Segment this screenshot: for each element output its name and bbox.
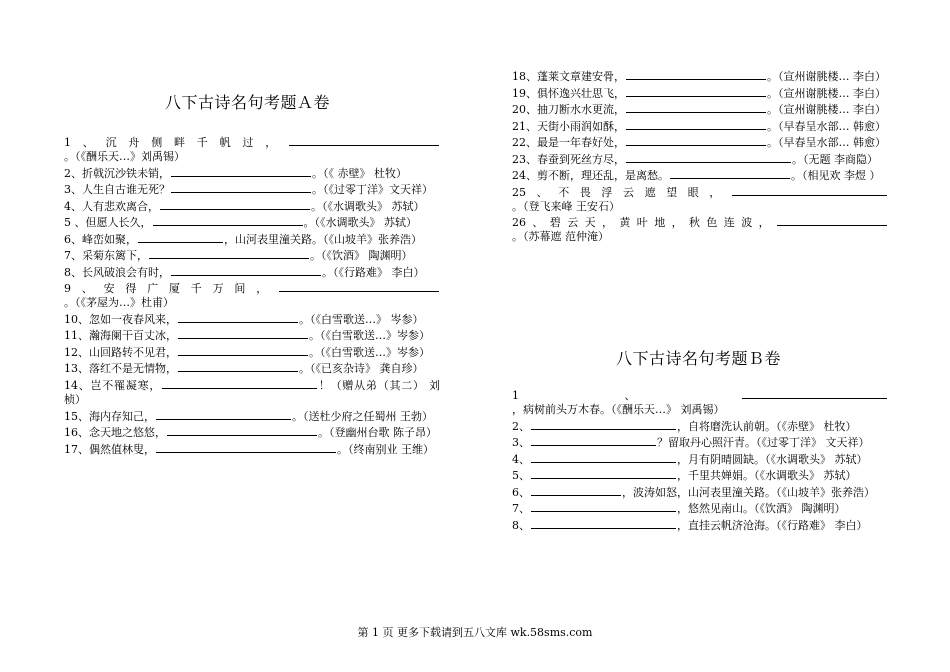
question-source: 。（终南别业 王维）: [337, 442, 434, 456]
answer-blank[interactable]: [626, 87, 766, 97]
question-source: 。（宣州谢朓楼… 李白）: [767, 86, 886, 100]
paper-a-questions: [64, 136, 440, 459]
question-source: ，自将磨洗认前朝。（《赤壁》 杜牧）: [677, 419, 857, 433]
question-source: ？留取丹心照汗青。（《过零丁洋》 文天祥）: [657, 436, 870, 450]
paper-a-title: 八下古诗名句考题Ａ卷: [165, 93, 331, 112]
question-item: [512, 436, 888, 450]
paper-b-title: 八下古诗名句考题Ｂ卷: [616, 349, 782, 368]
question-item: [512, 216, 888, 244]
question-prompt: 20、抽刀断水水更流，: [512, 103, 625, 116]
answer-blank[interactable]: [531, 502, 676, 512]
answer-blank[interactable]: [279, 282, 439, 292]
question-item: [512, 420, 888, 434]
question-source: 。（无题 李商隐）: [792, 152, 878, 166]
page-footer: 第 1 页 更多下载请到五八文库 wk.58sms.com: [357, 626, 593, 639]
question-source: 。（《酬乐天…》刘禹锡）: [64, 150, 185, 164]
answer-blank[interactable]: [531, 436, 656, 446]
question-item: [512, 169, 888, 183]
question-item: [64, 443, 440, 457]
question-prompt: 8、长风破浪会有时，: [64, 265, 170, 279]
question-prompt: 9、安得广厦千万间，: [64, 282, 278, 296]
question-item: [64, 426, 440, 440]
question-prompt: 14、岂不罹凝寒，: [64, 378, 162, 392]
question-prompt: 16、念天地之悠悠，: [64, 426, 166, 440]
answer-blank[interactable]: [167, 426, 317, 436]
answer-blank[interactable]: [531, 486, 621, 496]
question-prompt: 13、落红不是无情物，: [64, 362, 177, 376]
question-item: [64, 183, 440, 197]
question-prompt: 21、天街小雨润如酥，: [512, 119, 625, 133]
question-source: 。（相见欢 李煜 ）: [791, 169, 881, 182]
answer-blank[interactable]: [160, 200, 310, 210]
question-item: [64, 266, 440, 280]
question-prompt: 5、: [512, 469, 530, 483]
question-source: 。（《白雪歌送…》 岑参）: [299, 312, 424, 326]
answer-blank[interactable]: [670, 169, 790, 179]
question-item: [64, 346, 440, 360]
question-prompt: 1、沉舟侧畔千帆过，: [64, 136, 288, 149]
question-item: [64, 410, 440, 424]
question-item: [64, 282, 440, 310]
paper-b-questions: [512, 389, 888, 535]
question-source: ，千里共婵娟。（《水调歌头》 苏轼）: [677, 469, 857, 483]
question-prompt: 19、俱怀逸兴壮思飞，: [512, 86, 625, 100]
question-prompt: 6、峰峦如聚，: [64, 232, 137, 246]
question-source: 。（宣州谢朓楼… 李白）: [767, 103, 886, 116]
answer-blank[interactable]: [626, 70, 766, 80]
question-source: 。（《水调歌头》 苏轼）: [311, 199, 425, 213]
question-prompt: 3、: [512, 436, 530, 450]
answer-blank[interactable]: [732, 186, 887, 196]
answer-blank[interactable]: [178, 346, 308, 356]
question-source: ！（赠从弟（其二） 刘桢）: [64, 378, 440, 407]
question-prompt: 25、不畏浮云遮望眼，: [512, 185, 731, 199]
question-item: [64, 362, 440, 376]
question-prompt: 23、春蚕到死丝方尽，: [512, 152, 625, 166]
question-prompt: 7、: [512, 502, 530, 516]
question-prompt: 15、海内存知己，: [64, 409, 155, 423]
answer-blank[interactable]: [153, 216, 303, 226]
question-item: [64, 167, 440, 181]
question-prompt: 17、偶然值林叟，: [64, 442, 155, 456]
question-source: 。（《饮酒》 陶渊明）: [310, 249, 413, 263]
question-source: 。（苏幕遮 范仲淹）: [512, 230, 609, 244]
question-prompt: 3、人生自古谁无死？: [64, 183, 170, 197]
answer-blank[interactable]: [138, 233, 223, 243]
question-item: [64, 249, 440, 263]
question-item: [64, 200, 440, 214]
question-item: [64, 379, 440, 407]
question-source: ，波涛如怒，山河表里潼关路。（《山坡羊》张养浩）: [622, 485, 875, 499]
answer-blank[interactable]: [171, 167, 311, 177]
question-item: [512, 389, 888, 417]
answer-blank[interactable]: [289, 136, 439, 146]
question-source: 。（早春呈水部… 韩愈）: [767, 136, 886, 149]
question-prompt: 11、瀚海阑干百丈冰，: [64, 329, 177, 343]
question-item: [64, 136, 440, 164]
answer-blank[interactable]: [777, 216, 887, 226]
question-item: [512, 120, 888, 134]
answer-blank[interactable]: [171, 183, 311, 193]
answer-blank[interactable]: [626, 103, 766, 113]
question-source: ，直挂云帆济沧海。（《行路难》 李白）: [677, 518, 868, 532]
question-source: 。（《白雪歌送…》岑参）: [309, 329, 430, 343]
answer-blank[interactable]: [162, 379, 317, 389]
question-item: [64, 216, 440, 230]
question-prompt: 1、: [512, 389, 741, 402]
question-prompt: 4、人有悲欢离合，: [64, 199, 159, 213]
answer-blank[interactable]: [742, 389, 887, 399]
question-source: 。（登飞来峰 王安石）: [512, 199, 620, 213]
question-item: [64, 329, 440, 343]
question-prompt: 6、: [512, 485, 530, 499]
answer-blank[interactable]: [531, 469, 676, 479]
question-prompt: 12、山回路转不见君，: [64, 345, 177, 359]
paper-a-questions-continued: [512, 70, 888, 247]
question-source: ，病树前头万木春。（《酬乐天…》 刘禹锡）: [512, 403, 725, 417]
answer-blank[interactable]: [178, 313, 298, 323]
question-item: [512, 469, 888, 483]
question-item: [512, 87, 888, 101]
question-item: [512, 186, 888, 214]
answer-blank[interactable]: [171, 266, 321, 276]
question-source: 。（《已亥杂诗》 龚自珍）: [299, 362, 424, 376]
question-prompt: 2、折戟沉沙铁未销，: [64, 166, 170, 180]
answer-blank[interactable]: [156, 410, 291, 420]
question-prompt: 10、忽如一夜春风来，: [64, 312, 177, 326]
question-item: [512, 136, 888, 150]
question-prompt: 26、碧云天，黄叶地，秋色连波，: [512, 216, 776, 230]
question-source: ，月有阴晴圆缺。（《水调歌头》 苏轼）: [677, 452, 868, 466]
question-item: [64, 233, 440, 247]
question-prompt: 8、: [512, 518, 530, 532]
answer-blank[interactable]: [626, 153, 791, 163]
question-source: 。（登幽州台歌 陈子昂）: [318, 426, 437, 440]
question-item: [512, 502, 888, 516]
question-source: 。（《过零丁洋》文天祥）: [312, 183, 433, 197]
answer-blank[interactable]: [156, 443, 336, 453]
question-item: [512, 70, 888, 84]
question-prompt: 18、蓬莱文章建安骨，: [512, 70, 625, 83]
question-prompt: 24、剪不断，理还乱，是离愁。: [512, 169, 669, 182]
answer-blank[interactable]: [626, 136, 766, 146]
question-item: [512, 486, 888, 500]
answer-blank[interactable]: [531, 519, 676, 529]
question-source: 。（《行路难》 李白）: [322, 265, 425, 279]
question-item: [512, 153, 888, 167]
question-prompt: 5 、但愿人长久，: [64, 216, 152, 230]
answer-blank[interactable]: [531, 420, 676, 430]
answer-blank[interactable]: [149, 249, 309, 259]
question-source: ，山河表里潼关路。（《山坡羊》张养浩）: [224, 232, 422, 246]
question-source: 。（《 赤壁》 杜牧）: [312, 166, 407, 180]
question-item: [512, 519, 888, 533]
question-source: 。（送杜少府之任蜀州 王勃）: [292, 409, 433, 423]
answer-blank[interactable]: [178, 362, 298, 372]
answer-blank[interactable]: [178, 329, 308, 339]
question-item: [512, 103, 888, 117]
question-source: 。（《茅屋为…》杜甫）: [64, 296, 174, 310]
question-source: 。（宣州谢朓楼… 李白）: [767, 70, 886, 83]
question-prompt: 4、: [512, 452, 530, 466]
question-item: [64, 313, 440, 327]
question-prompt: 2、: [512, 419, 530, 433]
answer-blank[interactable]: [626, 120, 766, 130]
question-prompt: 7、采菊东篱下，: [64, 249, 148, 263]
question-source: ，悠然见南山。（《饮酒》 陶渊明）: [677, 502, 846, 516]
question-prompt: 22、最是一年春好处，: [512, 136, 625, 149]
question-item: [512, 453, 888, 467]
question-source: 。（《白雪歌送…》岑参）: [309, 345, 430, 359]
question-source: 。（《水调歌头》 苏轼）: [303, 216, 417, 230]
question-source: 。（早春呈水部… 韩愈）: [767, 119, 886, 133]
answer-blank[interactable]: [531, 453, 676, 463]
